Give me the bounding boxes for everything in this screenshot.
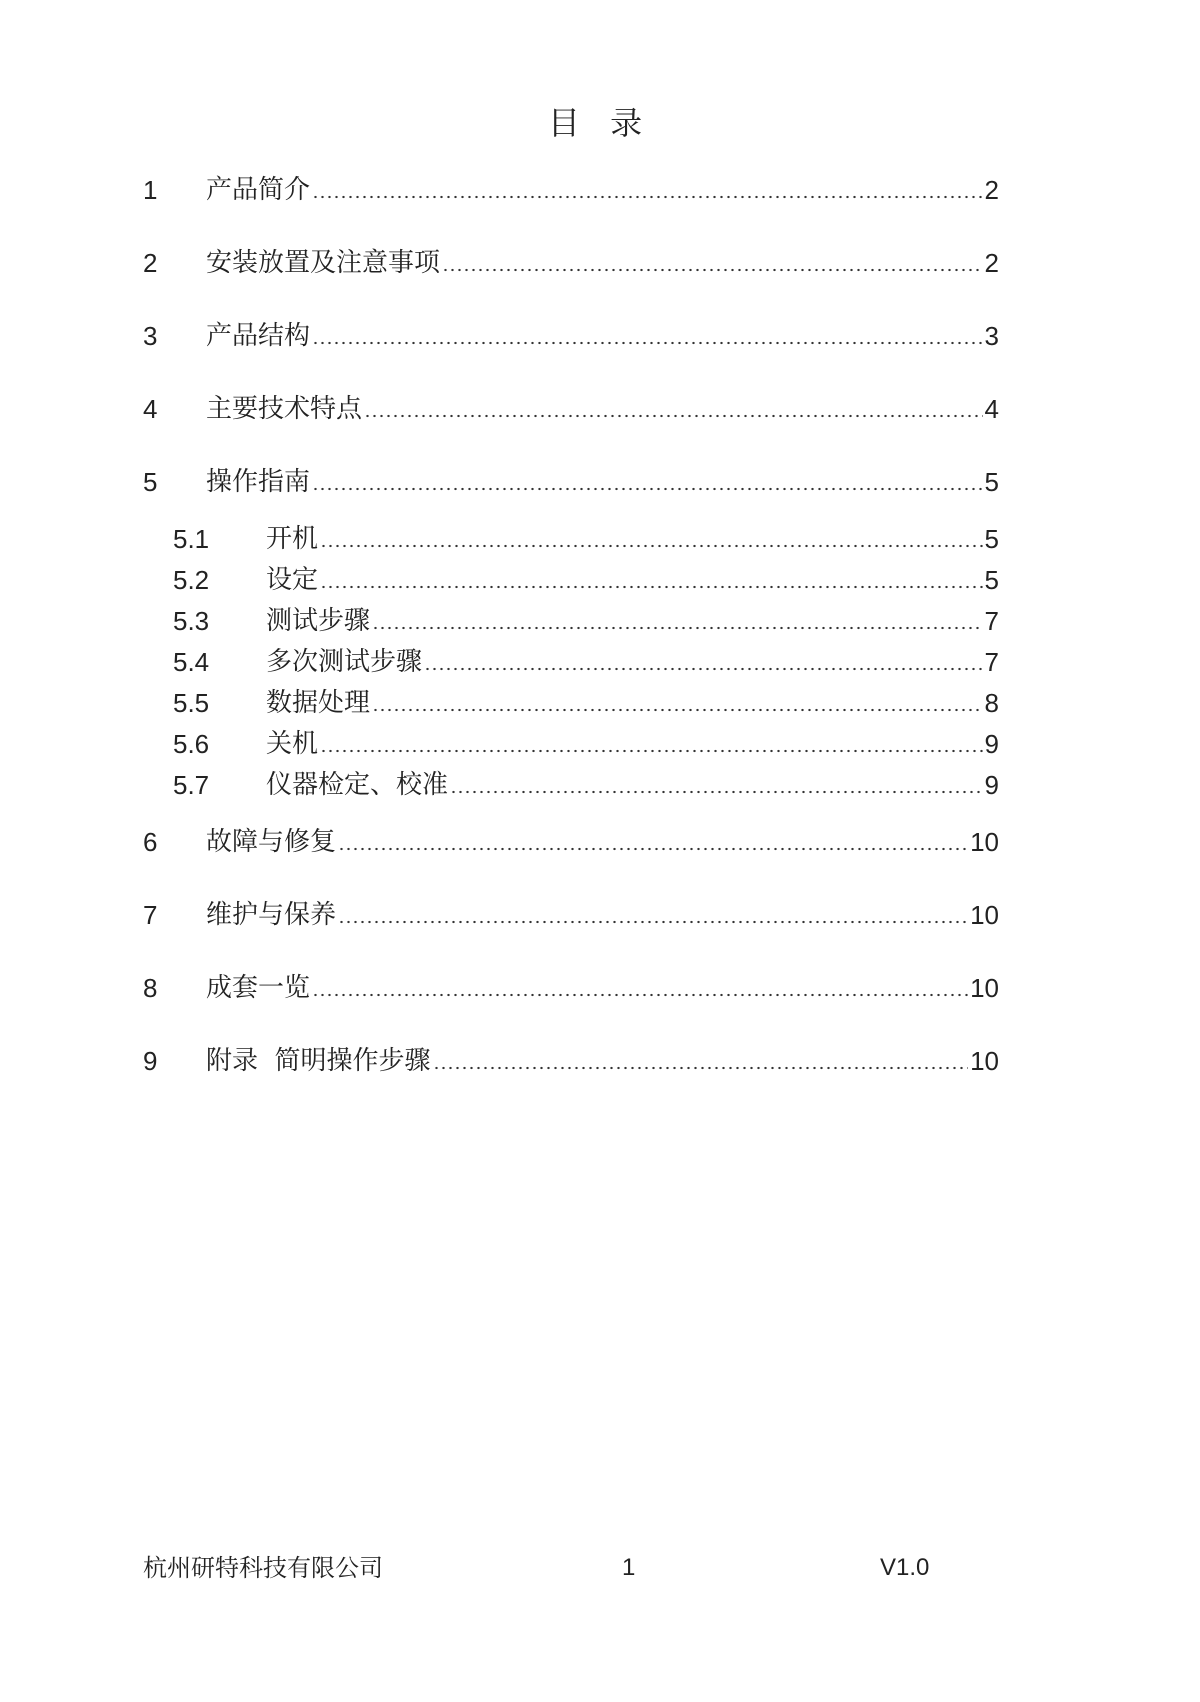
toc-entry[interactable]	[143, 391, 999, 427]
toc-entry-page: 3	[984, 321, 999, 351]
toc-entry[interactable]	[143, 172, 999, 208]
toc-dot-leader	[450, 788, 983, 796]
toc-entry-number: 4	[143, 394, 158, 424]
toc-entry[interactable]	[143, 970, 999, 1006]
toc-entry-number: 5.5	[173, 688, 210, 718]
toc-entry-page: 10	[970, 827, 999, 857]
toc-entry[interactable]	[143, 464, 999, 500]
toc-entry-page: 9	[984, 770, 999, 800]
toc-entry-label: 产品结构	[206, 321, 311, 351]
toc-entry-page: 10	[970, 900, 999, 930]
toc-entry-label: 数据处理	[266, 688, 371, 718]
toc-entry[interactable]	[143, 1043, 999, 1079]
toc-entry-label: 设定	[266, 565, 319, 595]
toc-dot-leader	[312, 339, 983, 347]
toc-entry-number: 5.3	[173, 606, 210, 636]
toc-dot-leader	[312, 485, 983, 493]
toc-entry-number: 1	[143, 175, 158, 205]
toc-entry[interactable]	[143, 245, 999, 281]
toc-dot-leader	[364, 412, 983, 420]
toc-entry-number: 9	[143, 1046, 158, 1076]
toc-entry-page: 5	[984, 565, 999, 595]
toc-entry[interactable]	[143, 897, 999, 933]
toc-entry-page: 7	[984, 606, 999, 636]
toc-entry-number: 3	[143, 321, 158, 351]
toc-entry-label: 开机	[266, 524, 319, 554]
toc-entry-number: 6	[143, 827, 158, 857]
toc-dot-leader	[320, 747, 983, 755]
toc-entry-number: 5.7	[173, 770, 210, 800]
toc-entry-label: 主要技术特点	[206, 394, 363, 424]
toc-entry-page: 10	[970, 973, 999, 1003]
toc-entry-number: 8	[143, 973, 158, 1003]
toc-dot-leader	[372, 706, 983, 714]
toc-entry-label: 多次测试步骤	[266, 647, 423, 677]
toc-entry[interactable]	[143, 824, 999, 860]
toc-entry-page: 8	[984, 688, 999, 718]
toc-dot-leader	[424, 665, 983, 673]
toc-entry-label: 产品简介	[206, 175, 311, 205]
toc-entry-number: 5.6	[173, 729, 210, 759]
toc-entry[interactable]	[173, 685, 999, 721]
footer-page-number: 1	[622, 1554, 636, 1581]
toc-dot-leader	[338, 845, 968, 853]
toc-entry-number: 5.4	[173, 647, 210, 677]
toc-entry-page: 5	[984, 467, 999, 497]
toc-entry-page: 7	[984, 647, 999, 677]
toc-entry-page: 9	[984, 729, 999, 759]
toc-dot-leader	[312, 991, 968, 999]
toc-entry-number: 5.1	[173, 524, 210, 554]
toc-entry-label: 安装放置及注意事项	[206, 248, 441, 278]
footer-company: 杭州研特科技有限公司	[143, 1554, 383, 1582]
toc-entry-page: 2	[984, 248, 999, 278]
toc-entry-page: 2	[984, 175, 999, 205]
toc-entry-label: 成套一览	[206, 973, 311, 1003]
toc-entry-label: 维护与保养	[206, 900, 337, 930]
toc-dot-leader	[442, 266, 983, 274]
toc-dot-leader	[338, 918, 968, 926]
toc-dot-leader	[433, 1064, 969, 1072]
toc-dot-leader	[312, 193, 983, 201]
toc-title: 目 录	[547, 104, 653, 142]
toc-entry[interactable]	[173, 521, 999, 557]
toc-entry-label: 故障与修复	[206, 827, 337, 857]
toc-entry[interactable]	[173, 603, 999, 639]
toc-entry-page: 10	[970, 1046, 999, 1076]
toc-entry-label: 测试步骤	[266, 606, 371, 636]
toc-entry[interactable]	[173, 726, 999, 762]
toc-entry-label: 操作指南	[206, 467, 311, 497]
toc-entry-number: 5	[143, 467, 158, 497]
toc-entry[interactable]	[143, 318, 999, 354]
toc-entry[interactable]	[173, 562, 999, 598]
toc-dot-leader	[320, 583, 983, 591]
toc-entry[interactable]	[173, 644, 999, 680]
toc-entry-number: 5.2	[173, 565, 210, 595]
toc-entry-label: 关机	[266, 729, 319, 759]
toc-entry[interactable]	[173, 767, 999, 803]
toc-entry-label: 附录 简明操作步骤	[206, 1046, 431, 1076]
toc-entry-number: 2	[143, 248, 158, 278]
toc-entry-page: 4	[984, 394, 999, 424]
toc-entry-number: 7	[143, 900, 158, 930]
toc-entry-label: 仪器检定、校准	[266, 770, 449, 800]
footer-version: V1.0	[880, 1554, 930, 1581]
toc-dot-leader	[372, 624, 983, 632]
toc-entry-page: 5	[984, 524, 999, 554]
toc-dot-leader	[320, 542, 983, 550]
